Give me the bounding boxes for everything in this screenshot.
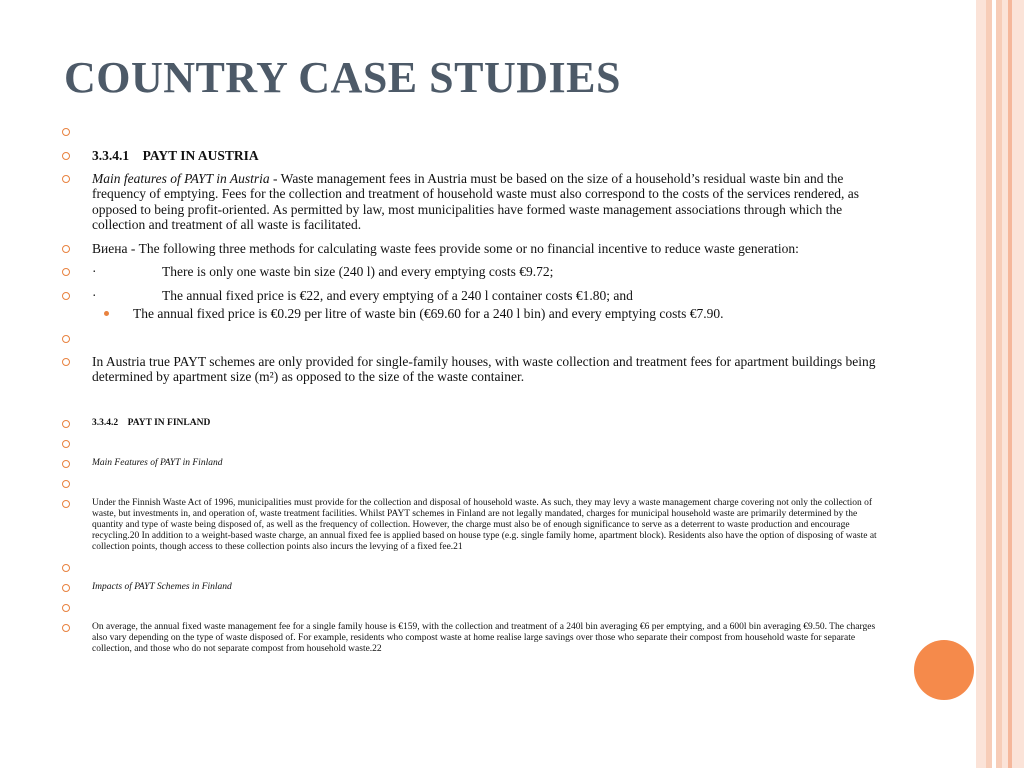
method-item-1 [62, 264, 882, 280]
bullet-icon [62, 604, 70, 612]
bullet-icon [62, 564, 70, 572]
finland-heading: 3.3.4.2 PAYT IN FINLAND [92, 417, 211, 428]
method-item-2 [62, 288, 882, 304]
austria-heading-item [62, 148, 882, 164]
empty-bullet-item [62, 124, 882, 139]
bullet-icon [62, 268, 70, 276]
empty-bullet-item [62, 331, 882, 346]
finland-heading-item [62, 418, 882, 429]
austria-heading: 3.3.4.1 PAYT IN AUSTRIA [92, 148, 259, 163]
empty-bullet-item [62, 478, 882, 489]
bullet-icon [62, 500, 70, 508]
austria-features-label: Main features of PAYT in Austria [92, 170, 270, 186]
empty-bullet-item [62, 562, 882, 573]
austria-true-payt-item [62, 354, 882, 385]
austria-true-payt-text: In Austria true PAYT schemes are only provided for single-family houses, with waste collection and treatment fees for apartment buildings being determined by apartment size (m²) as opposed to the size of the waste container. [92, 353, 876, 384]
finland-features-item [62, 498, 882, 553]
bullet-icon [62, 440, 70, 448]
slide-title: COUNTRY CASE STUDIES [64, 53, 621, 102]
bullet-icon [62, 175, 70, 183]
finland-impacts-text: On average, the annual fixed waste management fee for a single family house is €159, with the collection and treatment of a 240l bin averaging €6 per emptying, and a 600l bin averaging €9.50. The charges also vary depending on the type of waste disposed of. For example, residents who compost waste at home realise large savings over those who separate their compost from household waste for separate collection, and those who do not separate compost from household waste.22 [92, 621, 876, 654]
sub-bullet-icon [104, 311, 109, 316]
empty-bullet-item [62, 438, 882, 449]
method-mark: · [92, 264, 97, 279]
finland-impacts-item [62, 622, 882, 655]
method-mark: · [92, 287, 97, 303]
method-text: There is only one waste bin size (240 l) and every emptying costs €9.72; [162, 264, 554, 279]
vienna-text: Виена - The following three methods for calculating waste fees provide some or no financial incentive to reduce waste generation: [92, 240, 799, 256]
finland-impacts-label: Impacts of PAYT Schemes in Finland [92, 581, 232, 592]
side-stripe [976, 0, 986, 768]
bullet-icon [62, 292, 70, 300]
finland-features-label-item [62, 458, 882, 469]
bullet-icon [62, 335, 70, 343]
accent-circle [914, 640, 974, 700]
bullet-icon [62, 152, 70, 160]
finland-impacts-label-item [62, 582, 882, 593]
empty-bullet-item [62, 602, 882, 613]
bullet-icon [62, 245, 70, 253]
slide-content [62, 124, 882, 655]
finland-features-label: Main Features of PAYT in Finland [92, 457, 223, 468]
bullet-icon [62, 480, 70, 488]
side-stripe [1012, 0, 1024, 768]
bullet-icon [62, 584, 70, 592]
bullet-icon [62, 128, 70, 136]
bullet-icon [62, 624, 70, 632]
bullet-icon [62, 420, 70, 428]
austria-features-item [62, 171, 882, 233]
austria-features-text: - Waste management fees in Austria must be based on the size of a household’s residual waste bin and the frequency of emptying. Fees for the collection and treatment of household waste must also correspond to the costs of the services rendered, as opposed to being profit-oriented. As permitted by law, most municipalities have formed waste management associations through which the collection and treatment of all waste is facilitated. [92, 170, 860, 232]
method-item-3 [62, 306, 882, 322]
bullet-icon [62, 460, 70, 468]
vienna-item [62, 241, 882, 257]
method-text: The annual fixed price is €22, and every emptying of a 240 l container costs €1.80; and [162, 287, 633, 303]
finland-features-text: Under the Finnish Waste Act of 1996, municipalities must provide for the collection and disposal of household waste. As such, they may levy a waste management charge covering not only the collection of waste, but investments in, and operation of, waste treatment facilities. Whilst PAYT schemes in Finland are not legally mandated, charges for municipal household waste are primarily determined by the quantity and type of waste being disposed of, as well as the frequency of collection. However, the charge must also be of enough significance to serve as a deterrent to waste production and encourage recycling.20 In addition to a weight-based waste charge, an annual fixed fee is applied based on house type (e.g. single family home, apartment block). Residents also have the option of disposing of waste at collection points, though access to these collection points also incurs the levying of a fixed fee.21 [92, 497, 877, 552]
method-text: The annual fixed price is €0.29 per litre of waste bin (€69.60 for a 240 l bin) and every emptying costs €7.90. [133, 306, 724, 321]
bullet-icon [62, 358, 70, 366]
